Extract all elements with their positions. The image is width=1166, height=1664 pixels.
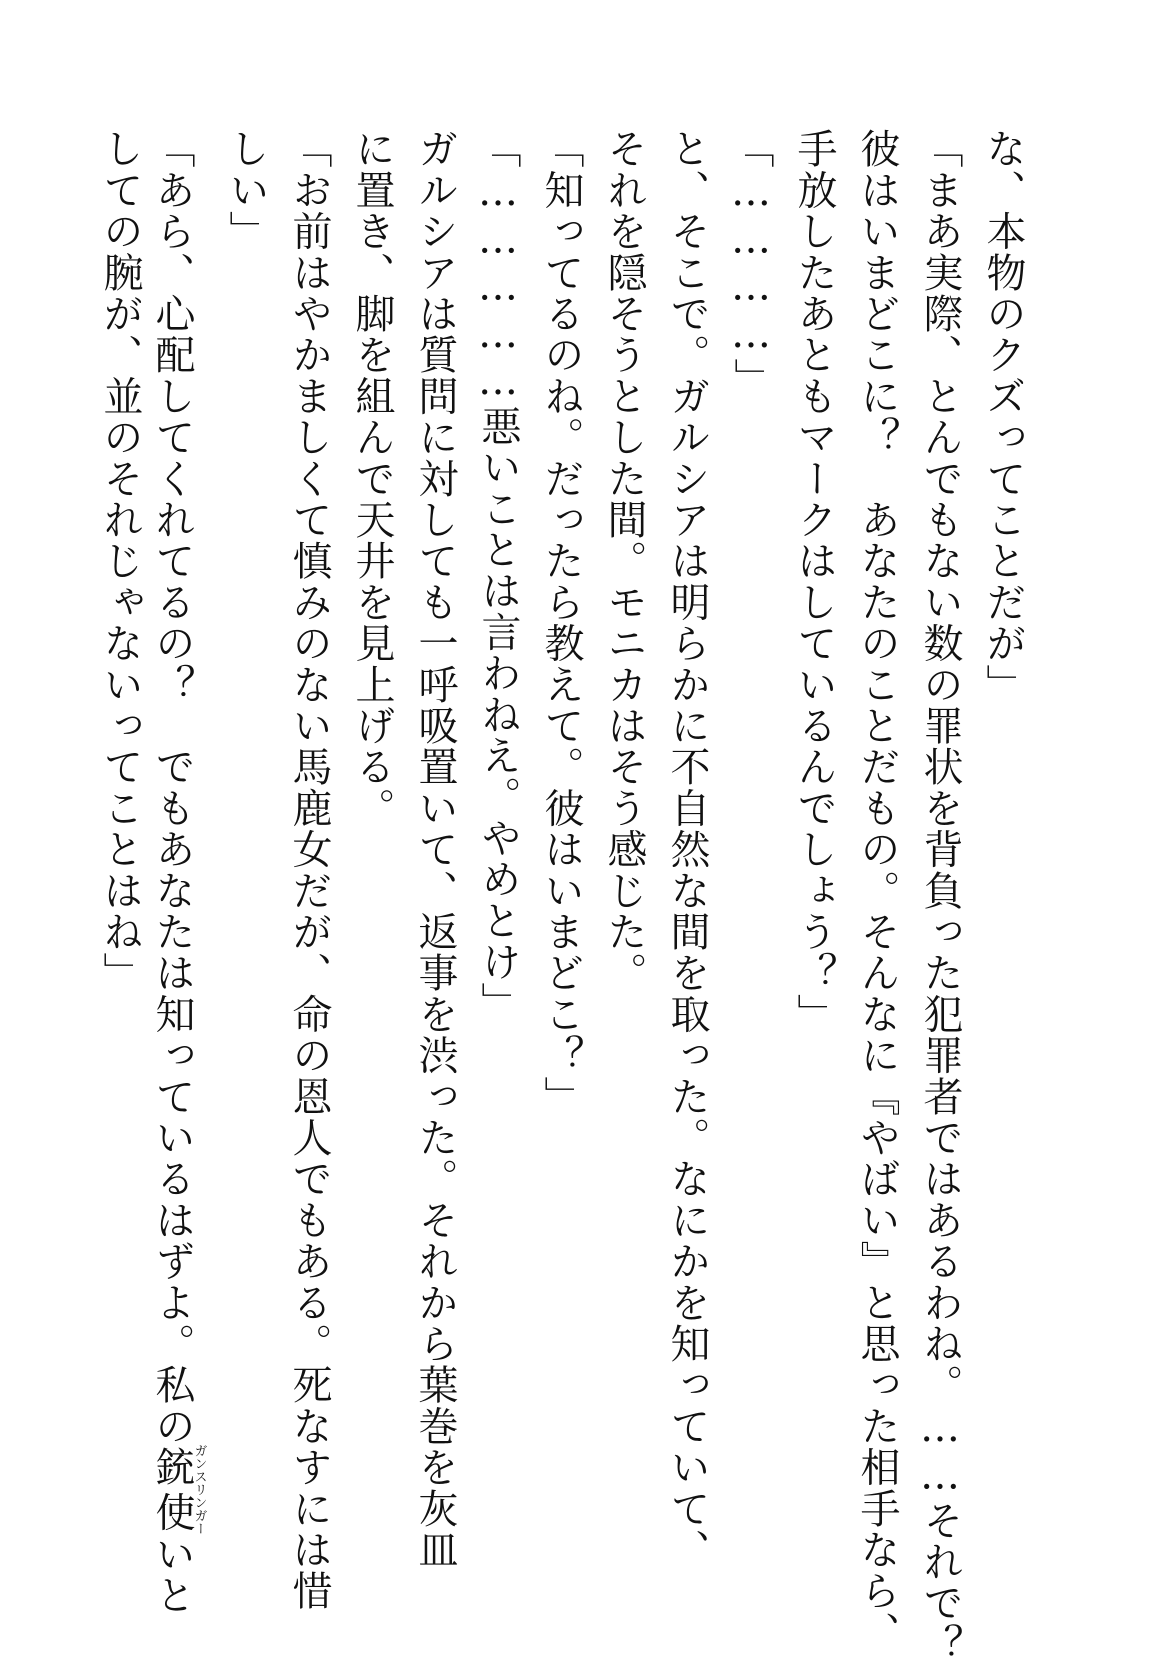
text-column-11: に置き、脚を組んで天井を見上げる。 — [349, 128, 395, 829]
text-column-13: しい」 — [223, 128, 269, 252]
text-column-7: それを隠そうとした間。モニカはそう感じた。 — [601, 128, 647, 994]
text-column-3: 彼はいまどこに？ あなたのことだもの。そんなに『やばい』と思った相手なら、 — [854, 128, 900, 1653]
text-column-14: 「あら、心配してくれてるの？ でもあなたは知っているはずよ。私の銃使ガンスリンガーいと — [149, 128, 207, 1616]
text-column-15: しての腕が、並のそれじゃないってことはね」 — [97, 128, 143, 994]
text-column-4: 手放したあともマークはしているんでしょう？」 — [791, 128, 837, 1035]
text-column-8: 「知ってるのね。だったら教えて。彼はいまどこ？」 — [538, 128, 584, 1117]
furigana-ruby: 銃使ガンスリンガー — [149, 1444, 207, 1536]
text-column-10: ガルシアは質問に対しても一呼吸置いて、返事を渋った。それから葉巻を灰皿 — [412, 128, 458, 1570]
text-column-2: 「まあ実際、とんでもない数の罪状を背負った犯罪者ではあるわね。……それで？ — [917, 128, 963, 1664]
text-column-5: 「…………」 — [728, 128, 774, 400]
text-column-6: と、そこで。ガルシアは明らかに不自然な間を取った。なにかを知っていて、 — [664, 128, 710, 1570]
text-column-12: 「お前はやかましくて慎みのない馬鹿女だが、命の恩人でもある。死なすには惜 — [286, 128, 332, 1612]
text-column-9: 「……………悪いことは言わねえ。やめとけ」 — [475, 128, 521, 1024]
furigana-reading: ガンスリンガー — [191, 1444, 207, 1536]
text-column-1: な、本物のクズってことだが」 — [980, 128, 1026, 705]
